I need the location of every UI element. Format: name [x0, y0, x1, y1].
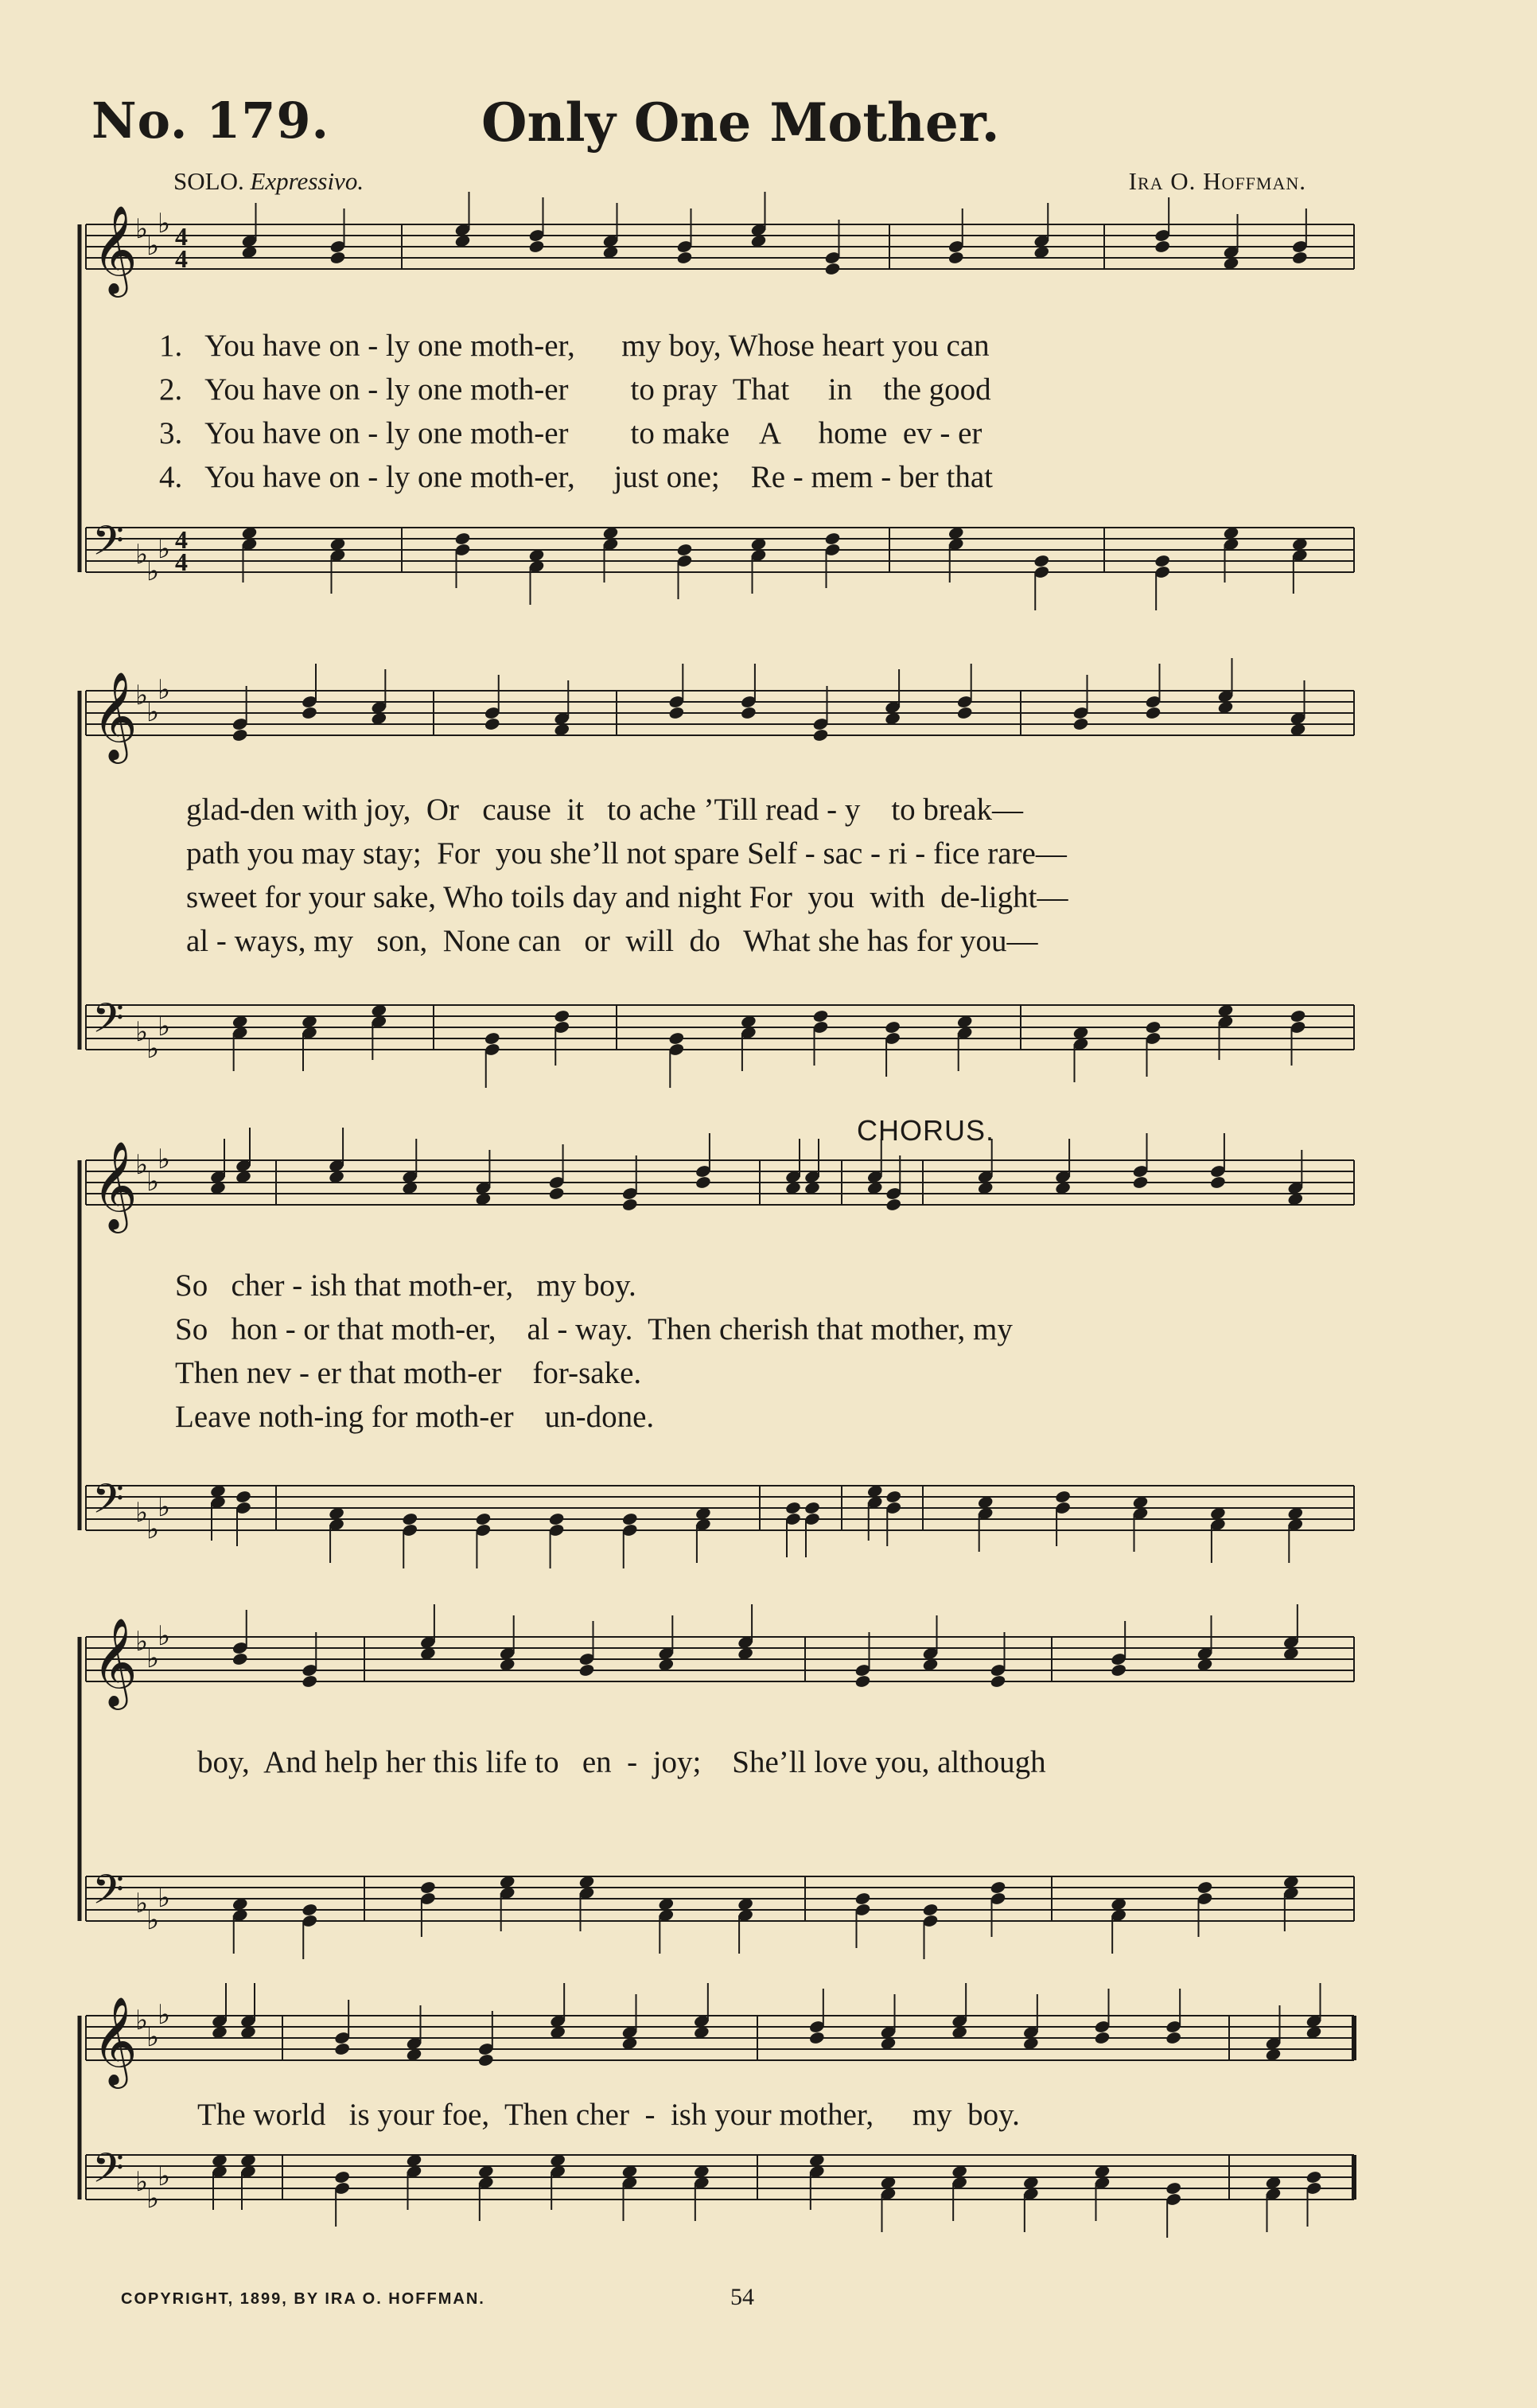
notehead: [947, 251, 964, 265]
flat-icon: ♭: [135, 1888, 149, 1919]
flat-icon: ♭: [146, 1642, 160, 1674]
notehead: [1197, 1880, 1213, 1895]
notehead: [1054, 1490, 1071, 1504]
notehead: [454, 532, 471, 546]
notehead: [885, 1490, 902, 1504]
notehead: [484, 1031, 500, 1046]
verse-text: You have on - ly one moth-er to pray That in the good: [204, 372, 991, 407]
flat-icon: ♭: [158, 1144, 171, 1175]
flat-icon: ♭: [135, 1626, 149, 1658]
flat-icon: ♭: [135, 213, 149, 245]
flat-icon: ♭: [158, 208, 171, 240]
bass-clef-icon: 𝄢: [92, 994, 124, 1052]
notehead: [824, 262, 841, 276]
copyright-notice: COPYRIGHT, 1899, BY IRA O. HOFFMAN.: [121, 2290, 485, 2308]
flat-icon: ♭: [158, 1999, 171, 2031]
time-signature-bass: 4: [175, 525, 188, 554]
lyric-line: glad-den with joy, Or cause it to ache ’Till read - y to break—: [186, 793, 1024, 827]
notehead: [812, 728, 829, 742]
treble-clef-icon: 𝄞: [92, 671, 138, 760]
flat-icon: ♭: [135, 680, 149, 711]
notehead: [854, 1892, 871, 1906]
flat-icon: ♭: [158, 2161, 171, 2192]
notehead: [1154, 240, 1170, 254]
notehead: [1154, 554, 1170, 568]
time-signature-bass: 4: [175, 547, 188, 576]
notehead: [922, 1903, 939, 1917]
notehead: [990, 1674, 1006, 1689]
flat-icon: ♭: [146, 230, 160, 262]
flat-icon: ♭: [135, 1497, 149, 1529]
notehead: [804, 1501, 820, 1515]
lyric-line: The world is your foe, Then cher - ish your mother, my boy.: [197, 2098, 1020, 2132]
notehead: [1145, 1020, 1162, 1035]
flat-icon: ♭: [158, 1620, 171, 1652]
flat-icon: ♭: [146, 1166, 160, 1198]
notehead: [302, 1674, 318, 1689]
flat-icon: ♭: [146, 1514, 160, 1545]
verse-number: 2.: [159, 372, 183, 407]
notehead: [1291, 251, 1308, 265]
notehead: [884, 1020, 901, 1035]
bass-clef-icon: 𝄢: [92, 516, 124, 575]
notehead: [1132, 1175, 1149, 1190]
solo-label: SOLO.: [173, 167, 244, 195]
flat-icon: ♭: [158, 1011, 171, 1042]
notehead: [1290, 1009, 1306, 1023]
verse-1-line: [159, 328, 990, 364]
verse-text: You have on - ly one moth-er, my boy, Whose heart you can: [204, 329, 990, 363]
notehead: [695, 1175, 711, 1190]
notehead: [1033, 554, 1050, 568]
notehead: [548, 1186, 565, 1201]
flat-icon: ♭: [146, 1033, 160, 1065]
notehead: [333, 2042, 350, 2056]
bass-clef-icon: 𝄢: [92, 1865, 124, 1923]
notehead: [784, 1501, 801, 1515]
notehead: [548, 1512, 565, 1526]
lyric-line: Leave noth-ing for moth-er un-done.: [175, 1400, 655, 1434]
lyric-line: Then nev - er that moth-er for-sake.: [175, 1356, 642, 1390]
chorus-label: CHORUS.: [857, 1114, 995, 1147]
treble-clef-icon: 𝄞: [92, 1996, 138, 2085]
notehead: [1072, 717, 1089, 731]
verse-2-line: [159, 372, 991, 407]
flat-icon: ♭: [146, 2183, 160, 2215]
treble-clef-icon: 𝄞: [92, 1140, 138, 1229]
notehead: [528, 240, 545, 254]
notehead: [1165, 2181, 1181, 2196]
flat-icon: ♭: [158, 1491, 171, 1523]
verse-number: 1.: [159, 329, 183, 363]
notehead: [1305, 2170, 1322, 2184]
flat-icon: ♭: [146, 2021, 160, 2053]
notehead: [1145, 706, 1162, 720]
lyric-line: al - ways, my son, None can or will do What she has for you—: [186, 924, 1038, 958]
notehead: [302, 1903, 318, 1917]
notehead: [333, 2170, 350, 2184]
notehead: [1110, 1663, 1126, 1677]
notehead: [475, 1512, 492, 1526]
notehead: [235, 1490, 251, 1504]
lyric-line: sweet for your sake, Who toils day and night For you with de-light—: [186, 880, 1068, 914]
verse-3-line: [159, 415, 982, 451]
treble-clef-icon: 𝄞: [92, 1617, 138, 1706]
lyric-line: So cher - ish that moth-er, my boy.: [175, 1268, 636, 1303]
time-signature-treble: 4: [175, 222, 188, 251]
flat-icon: ♭: [135, 1016, 149, 1048]
notehead: [676, 543, 693, 557]
composer-credit: Ira O. Hoffman.: [1128, 167, 1306, 195]
notehead: [621, 1198, 638, 1212]
verse-number: 3.: [159, 416, 183, 450]
notehead: [676, 251, 693, 265]
flat-icon: ♭: [158, 1882, 171, 1914]
lyric-line: boy, And help her this life to en - joy; She’ll love you, although: [197, 1745, 1046, 1779]
notehead: [477, 2053, 494, 2067]
time-signature-treble: 4: [175, 244, 188, 273]
bass-clef-icon: 𝄢: [92, 2144, 124, 2202]
notehead: [402, 1512, 418, 1526]
verse-text: You have on - ly one moth-er, just one; Re - mem - ber that: [204, 460, 994, 494]
flat-icon: ♭: [135, 2166, 149, 2198]
flat-icon: ♭: [135, 1149, 149, 1181]
flat-icon: ♭: [135, 539, 149, 571]
notehead: [808, 2031, 825, 2045]
notehead: [301, 706, 317, 720]
flat-icon: ♭: [146, 1904, 160, 1936]
verse-number: 4.: [159, 460, 183, 494]
notehead: [232, 1652, 248, 1666]
notehead: [824, 532, 841, 546]
notehead: [621, 1512, 638, 1526]
notehead: [1094, 2031, 1111, 2045]
treble-clef-icon: 𝄞: [92, 205, 138, 294]
notehead: [668, 1031, 685, 1046]
notehead: [668, 706, 685, 720]
lyric-line: So hon - or that moth-er, al - way. Then cherish that mother, my: [175, 1312, 1013, 1346]
notehead: [990, 1880, 1006, 1895]
expression-label: Expressivo.: [250, 167, 364, 195]
notehead: [232, 728, 248, 742]
verse-text: You have on - ly one moth-er to make A home ev - er: [204, 416, 983, 450]
notehead: [1165, 2031, 1181, 2045]
flat-icon: ♭: [146, 696, 160, 728]
hymn-title: Only One Mother.: [481, 92, 1000, 154]
notehead: [1209, 1175, 1226, 1190]
flat-icon: ♭: [135, 2005, 149, 2036]
page-number: 54: [730, 2284, 754, 2310]
verse-4-line: [159, 459, 993, 495]
flat-icon: ♭: [158, 674, 171, 706]
notehead: [854, 1674, 871, 1689]
notehead: [554, 1009, 570, 1023]
notehead: [329, 251, 346, 265]
hymn-number: No. 179.: [91, 92, 330, 150]
notehead: [419, 1880, 436, 1895]
notehead: [578, 1663, 595, 1677]
notehead: [812, 1009, 829, 1023]
notehead: [956, 706, 973, 720]
notehead: [885, 1198, 902, 1212]
bass-clef-icon: 𝄢: [92, 1475, 124, 1533]
flat-icon: ♭: [146, 555, 160, 587]
flat-icon: ♭: [158, 533, 171, 565]
notehead: [484, 717, 500, 731]
notehead: [740, 706, 757, 720]
lyric-line: path you may stay; For you she’ll not spare Self - sac - ri - fice rare—: [186, 836, 1067, 871]
